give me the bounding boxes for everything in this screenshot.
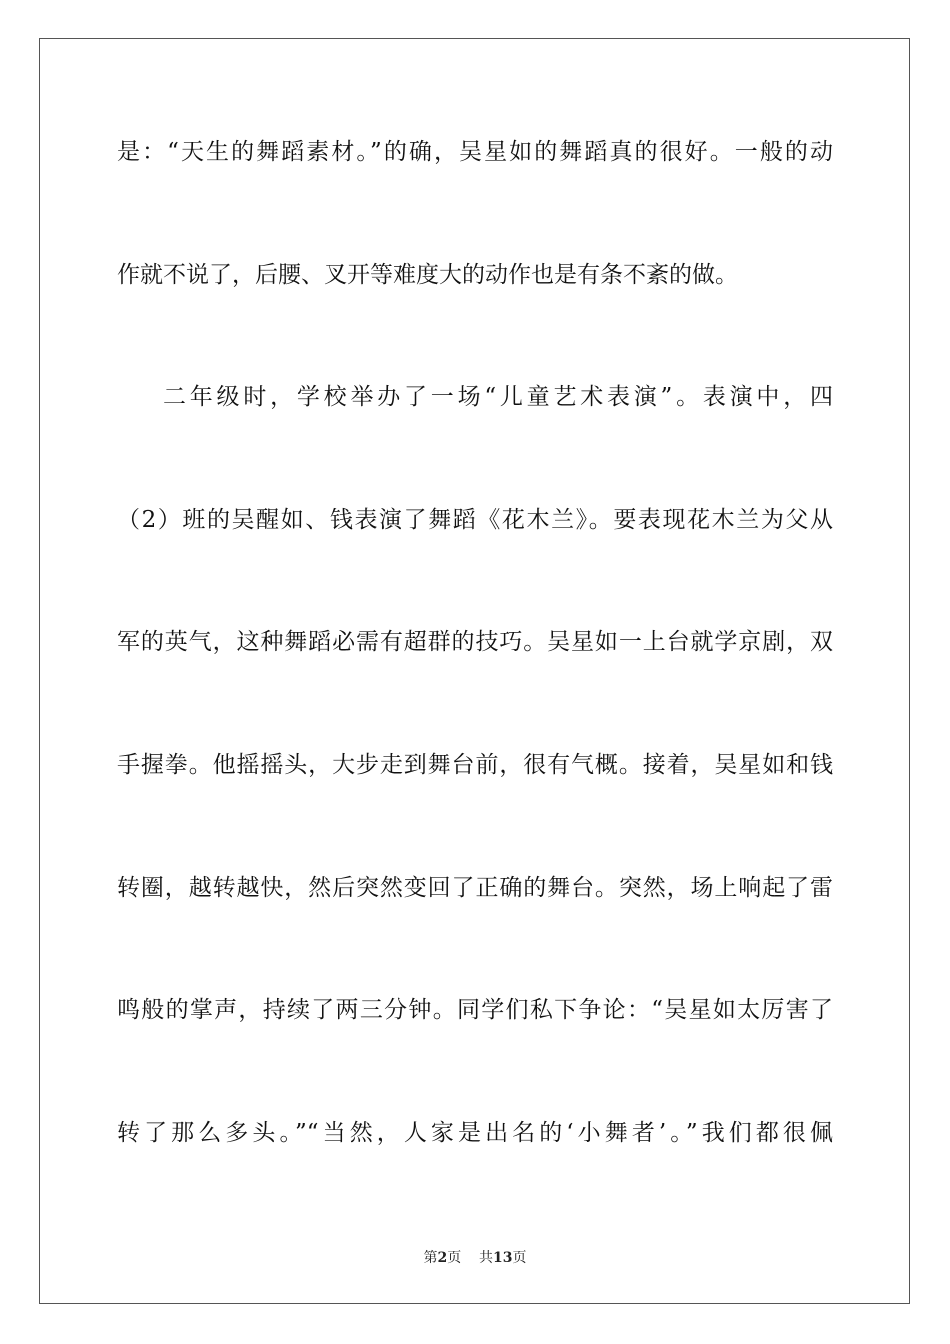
page-number: 2 bbox=[437, 1250, 448, 1266]
text-line-8: 鸣般的掌声，持续了两三分钟。同学们私下争论：“吴星如太厉害了 bbox=[117, 997, 833, 1023]
total-suffix: 页 bbox=[512, 1250, 527, 1266]
text-line-9: 转了那么多头。”“当然，人家是出名的‘小舞者’。”我们都很佩 bbox=[117, 1120, 833, 1146]
text-line-4: （2）班的吴醒如、钱表演了舞蹈《花木兰》。要表现花木兰为父从 bbox=[117, 507, 833, 533]
text-line-2: 作就不说了，后腰、叉开等难度大的动作也是有条不紊的做。 bbox=[117, 262, 738, 288]
text-line-5: 军的英气，这种舞蹈必需有超群的技巧。吴星如一上台就学京剧，双 bbox=[117, 629, 833, 655]
text-line-7: 转圈，越转越快，然后突然变回了正确的舞台。突然，场上响起了雷 bbox=[117, 875, 833, 901]
total-prefix: 共 bbox=[479, 1250, 494, 1266]
text-line-3: 二年级时，学校举办了一场“儿童艺术表演”。表演中，四 bbox=[163, 384, 833, 410]
page-prefix: 第 bbox=[423, 1250, 438, 1266]
total-pages: 13 bbox=[493, 1250, 513, 1266]
page-footer bbox=[0, 1248, 950, 1268]
page-suffix: 页 bbox=[447, 1250, 462, 1266]
text-line-6: 手握拳。他摇摇头，大步走到舞台前，很有气概。接着，吴星如和钱 bbox=[117, 752, 833, 778]
text-line-1: 是：“天生的舞蹈素材。”的确，吴星如的舞蹈真的很好。一般的动 bbox=[117, 139, 833, 165]
